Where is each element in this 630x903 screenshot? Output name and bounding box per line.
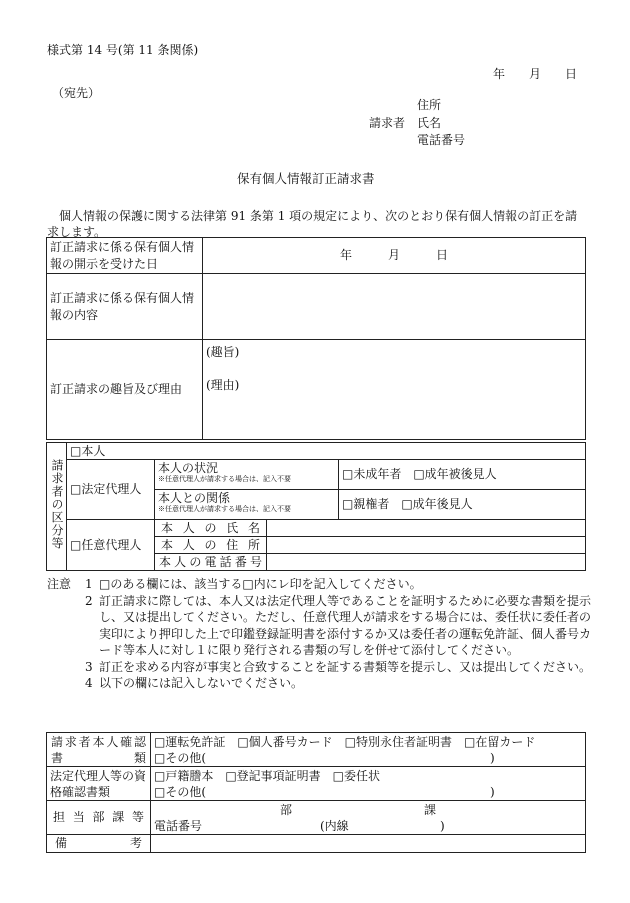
notes-head: 注意	[47, 577, 72, 591]
dept-ka: 課	[424, 802, 437, 817]
relation-options[interactable]: □親権者 □成年後見人	[339, 490, 586, 520]
rep-docs-options: □戸籍謄本 □登記事項証明書 □委任状	[154, 768, 381, 783]
status-note: ※任意代理人が請求する場合は、記入不要	[158, 475, 291, 483]
dept-bu: 部	[280, 802, 293, 817]
date-line: 年 月 日	[493, 67, 578, 81]
office-use-table	[46, 732, 586, 853]
requester-label: 請求者	[369, 116, 406, 130]
status-label-cell	[155, 460, 339, 490]
id-docs-field[interactable]	[151, 733, 586, 767]
disclosure-date-value: 年 月 日	[339, 248, 448, 262]
rep-docs-field[interactable]	[151, 767, 586, 801]
requester-address-label: 住所	[417, 98, 442, 112]
principal-name-label: 本人の氏名	[155, 520, 267, 537]
purpose-label: 訂正請求の趣旨及び理由	[47, 340, 203, 440]
rep-docs-label: 法定代理人等の資格確認書類	[47, 767, 151, 801]
dept-label: 担当部課等	[47, 801, 151, 835]
status-options[interactable]: □未成年者 □成年被後見人	[339, 460, 586, 490]
category-legal-rep[interactable]: □法定代理人	[67, 460, 155, 520]
remarks-label: 備 考	[47, 835, 151, 853]
principal-address-field[interactable]	[267, 537, 586, 554]
dept-ext: (内線	[320, 818, 349, 833]
disclosure-date-field[interactable]	[203, 238, 586, 274]
requester-category-table	[46, 442, 586, 571]
note-item: 注意 1 □のある欄には、該当する□内にレ印を記入してください。	[47, 577, 422, 591]
purpose-gist: (趣旨)	[206, 345, 240, 359]
addressee: （宛先）	[52, 86, 101, 100]
relation-note: ※任意代理人が請求する場合は、記入不要	[158, 505, 291, 513]
remarks-field[interactable]	[151, 835, 586, 853]
relation-label: 本人との関係	[158, 491, 231, 505]
principal-address-label: 本人の住所	[155, 537, 267, 554]
category-side-label: 請求者の区分等	[47, 443, 67, 571]
principal-phone-field[interactable]	[267, 554, 586, 571]
note-item: 4 以下の欄には記入しないでください。	[85, 676, 304, 690]
info-content-field[interactable]	[203, 274, 586, 340]
notes	[47, 576, 592, 692]
id-docs-close: )	[490, 750, 495, 765]
relation-label-cell	[155, 490, 339, 520]
id-docs-label: 請求者本人確認書類	[47, 733, 151, 767]
form-number: 様式第 14 号(第 11 条関係)	[47, 43, 199, 57]
requester-phone-label: 電話番号	[417, 133, 466, 147]
intro-text: 個人情報の保護に関する法律第 91 条第 1 項の規定により、次のとおり保有個人情報の訂正を請求します。	[47, 209, 578, 239]
note-item: 2 訂正請求に際しては、本人又は法定代理人等であることを証明するために必要な書類を提示し、又は提出してください。ただし、任意代理人が請求をする場合には、委任状に委任者の実印により押印した上で印鑑登録証明書を添付するか又は委任者の運転免許証、個人番号カード等本人に対し１に限り発行される書類の写しを併せて添付してください。	[85, 593, 592, 657]
id-docs-other: □その他(	[154, 750, 207, 765]
note-item: 3 訂正を求める内容が事実と合致することを証する書類等を提示し、又は提出してください。	[85, 659, 592, 674]
category-self[interactable]: □本人	[67, 443, 586, 460]
principal-phone-label: 本人の電話番号	[155, 554, 267, 571]
dept-field[interactable]	[151, 801, 586, 835]
category-voluntary-rep[interactable]: □任意代理人	[67, 520, 155, 571]
rep-docs-other: □その他(	[154, 784, 207, 799]
disclosure-date-label: 訂正請求に係る保有個人情報の開示を受けた日	[47, 238, 203, 274]
info-content-label: 訂正請求に係る保有個人情報の内容	[47, 274, 203, 340]
principal-name-field[interactable]	[267, 520, 586, 537]
purpose-field[interactable]	[203, 340, 586, 440]
purpose-reason: (理由)	[206, 378, 240, 392]
status-label: 本人の状況	[158, 461, 219, 475]
request-table	[46, 237, 586, 440]
dept-close: )	[440, 818, 445, 833]
rep-docs-close: )	[490, 784, 495, 799]
dept-phone: 電話番号	[154, 818, 203, 833]
page-title: 保有個人情報訂正請求書	[237, 171, 375, 186]
id-docs-options: □運転免許証 □個人番号カード □特別永住者証明書 □在留カード	[154, 734, 536, 749]
requester-name-label: 氏名	[417, 116, 442, 130]
